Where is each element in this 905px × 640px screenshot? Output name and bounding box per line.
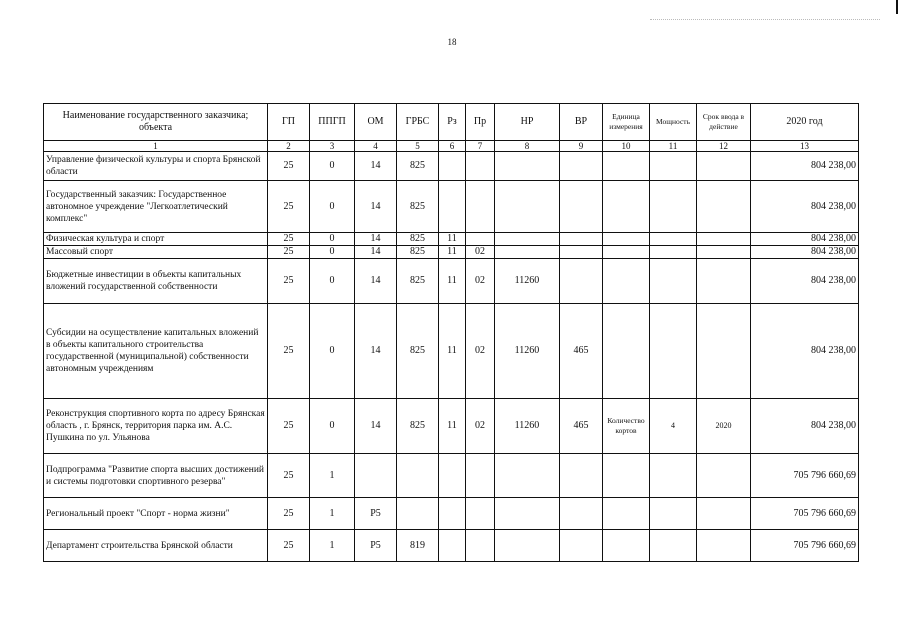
table-row <box>44 233 859 246</box>
table-row <box>44 399 859 454</box>
cell-om: P5 <box>355 498 397 530</box>
cell-gp: 25 <box>268 498 310 530</box>
cell-grbs <box>397 498 439 530</box>
cell-term <box>697 454 751 498</box>
cell-unit <box>603 530 650 562</box>
cell-amount-2020: 804 238,00 <box>751 181 859 233</box>
table-row <box>44 152 859 181</box>
cell-np <box>495 246 560 259</box>
cell-term <box>697 530 751 562</box>
cell-np <box>495 498 560 530</box>
row-name: Департамент строительства Брянской области <box>44 530 268 562</box>
cell-unit <box>603 152 650 181</box>
cell-vr <box>560 498 603 530</box>
cell-om <box>355 454 397 498</box>
cell-amount-2020: 804 238,00 <box>751 259 859 304</box>
cell-rz: 11 <box>439 246 466 259</box>
cell-rz <box>439 498 466 530</box>
cell-ppgp: 0 <box>310 152 355 181</box>
cell-capacity: 4 <box>650 399 697 454</box>
cell-pr <box>466 498 495 530</box>
cell-amount-2020: 804 238,00 <box>751 152 859 181</box>
cell-np <box>495 454 560 498</box>
cell-pr: 02 <box>466 304 495 399</box>
cell-pr <box>466 233 495 246</box>
cell-gp: 25 <box>268 399 310 454</box>
cell-term <box>697 259 751 304</box>
page-number: 18 <box>447 37 457 47</box>
cell-np <box>495 233 560 246</box>
header-om: ОМ <box>355 104 397 141</box>
cell-capacity <box>650 498 697 530</box>
cell-amount-2020: 705 796 660,69 <box>751 498 859 530</box>
column-number: 11 <box>650 141 697 152</box>
cell-ppgp: 1 <box>310 530 355 562</box>
table-row <box>44 259 859 304</box>
cell-om: 14 <box>355 233 397 246</box>
cell-vr <box>560 246 603 259</box>
cell-unit <box>603 181 650 233</box>
row-name: Физическая культура и спорт <box>44 233 268 246</box>
column-number-row <box>44 141 859 152</box>
header-vr: ВР <box>560 104 603 141</box>
cell-gp: 25 <box>268 181 310 233</box>
cell-np <box>495 152 560 181</box>
cell-rz: 11 <box>439 304 466 399</box>
cell-capacity <box>650 233 697 246</box>
cell-amount-2020: 705 796 660,69 <box>751 454 859 498</box>
cell-pr: 02 <box>466 399 495 454</box>
cell-om: 14 <box>355 246 397 259</box>
cell-unit <box>603 498 650 530</box>
row-name: Бюджетные инвестиции в объекты капитальных вложений государственной собственности <box>44 259 268 304</box>
header-ppgp: ППГП <box>310 104 355 141</box>
cell-vr <box>560 233 603 246</box>
row-name: Региональный проект "Спорт - норма жизни" <box>44 498 268 530</box>
cell-ppgp: 0 <box>310 399 355 454</box>
cell-om: 14 <box>355 152 397 181</box>
table-row <box>44 181 859 233</box>
cell-capacity <box>650 304 697 399</box>
cell-ppgp: 0 <box>310 233 355 246</box>
cell-rz <box>439 152 466 181</box>
header-unit: Единица измерения <box>603 104 650 141</box>
header-pr: Пр <box>466 104 495 141</box>
cell-rz: 11 <box>439 399 466 454</box>
cell-unit <box>603 454 650 498</box>
cell-ppgp: 0 <box>310 304 355 399</box>
scan-artifact-dots <box>650 19 880 21</box>
cell-rz: 11 <box>439 259 466 304</box>
cell-om: 14 <box>355 259 397 304</box>
budget-table <box>43 103 859 562</box>
table-row <box>44 246 859 259</box>
cell-gp: 25 <box>268 246 310 259</box>
cell-term <box>697 246 751 259</box>
cell-capacity <box>650 259 697 304</box>
header-grbs: ГРБС <box>397 104 439 141</box>
cell-term <box>697 152 751 181</box>
cell-om: P5 <box>355 530 397 562</box>
cell-amount-2020: 705 796 660,69 <box>751 530 859 562</box>
cell-rz <box>439 181 466 233</box>
cell-grbs: 819 <box>397 530 439 562</box>
cell-vr <box>560 181 603 233</box>
header-gp: ГП <box>268 104 310 141</box>
cell-rz <box>439 454 466 498</box>
row-name: Субсидии на осуществление капитальных вложений в объекты капитального строительства государственной (муниципальной) собственности автономным учреждениям <box>44 304 268 399</box>
cell-grbs <box>397 454 439 498</box>
cell-vr: 465 <box>560 399 603 454</box>
cell-rz <box>439 530 466 562</box>
cell-capacity <box>650 454 697 498</box>
header-np: НР <box>495 104 560 141</box>
cell-np <box>495 530 560 562</box>
table-row <box>44 530 859 562</box>
row-name: Управление физической культуры и спорта Брянской области <box>44 152 268 181</box>
cell-gp: 25 <box>268 259 310 304</box>
cell-unit <box>603 246 650 259</box>
cell-pr: 02 <box>466 246 495 259</box>
cell-vr <box>560 530 603 562</box>
cell-ppgp: 1 <box>310 498 355 530</box>
column-number: 1 <box>44 141 268 152</box>
cell-pr: 02 <box>466 259 495 304</box>
column-number: 6 <box>439 141 466 152</box>
cell-pr <box>466 181 495 233</box>
header-capacity: Мощность <box>650 104 697 141</box>
cell-capacity <box>650 530 697 562</box>
header-term: Срок ввода в действие <box>697 104 751 141</box>
cell-grbs: 825 <box>397 259 439 304</box>
cell-unit <box>603 259 650 304</box>
cell-vr: 465 <box>560 304 603 399</box>
cell-np: 11260 <box>495 304 560 399</box>
header-name: Наименование государственного заказчика; объекта <box>44 104 268 141</box>
column-number: 5 <box>397 141 439 152</box>
cell-np <box>495 181 560 233</box>
column-number: 10 <box>603 141 650 152</box>
cell-pr <box>466 152 495 181</box>
column-number: 8 <box>495 141 560 152</box>
row-name: Реконструкция спортивного корта по адресу Брянская область , г. Брянск, территория парка им. А.С. Пушкина по ул. Ульянова <box>44 399 268 454</box>
cell-grbs: 825 <box>397 152 439 181</box>
cell-om: 14 <box>355 304 397 399</box>
cell-rz: 11 <box>439 233 466 246</box>
cell-capacity <box>650 152 697 181</box>
cell-unit: Количество кортов <box>603 399 650 454</box>
cell-amount-2020: 804 238,00 <box>751 399 859 454</box>
cell-grbs: 825 <box>397 233 439 246</box>
cell-gp: 25 <box>268 530 310 562</box>
cell-np: 11260 <box>495 399 560 454</box>
row-name: Подпрограмма "Развитие спорта высших достижений и системы подготовки спортивного резерва" <box>44 454 268 498</box>
cell-grbs: 825 <box>397 246 439 259</box>
cell-capacity <box>650 246 697 259</box>
cell-gp: 25 <box>268 304 310 399</box>
cell-term: 2020 <box>697 399 751 454</box>
column-number: 2 <box>268 141 310 152</box>
cell-grbs: 825 <box>397 304 439 399</box>
table-row <box>44 304 859 399</box>
cell-term <box>697 181 751 233</box>
cell-unit <box>603 233 650 246</box>
column-number: 3 <box>310 141 355 152</box>
cell-np: 11260 <box>495 259 560 304</box>
cell-term <box>697 498 751 530</box>
row-name: Массовый спорт <box>44 246 268 259</box>
cell-pr <box>466 530 495 562</box>
cell-vr <box>560 152 603 181</box>
cell-unit <box>603 304 650 399</box>
cell-ppgp: 0 <box>310 246 355 259</box>
cell-grbs: 825 <box>397 399 439 454</box>
cell-amount-2020: 804 238,00 <box>751 246 859 259</box>
cell-gp: 25 <box>268 454 310 498</box>
cell-vr <box>560 259 603 304</box>
table-row <box>44 498 859 530</box>
column-number: 7 <box>466 141 495 152</box>
scan-corner-mark <box>896 0 898 14</box>
cell-ppgp: 0 <box>310 181 355 233</box>
cell-grbs: 825 <box>397 181 439 233</box>
cell-term <box>697 304 751 399</box>
header-rz: Рз <box>439 104 466 141</box>
header-year-2020: 2020 год <box>751 104 859 141</box>
column-number: 13 <box>751 141 859 152</box>
cell-amount-2020: 804 238,00 <box>751 233 859 246</box>
cell-vr <box>560 454 603 498</box>
cell-pr <box>466 454 495 498</box>
cell-capacity <box>650 181 697 233</box>
cell-ppgp: 0 <box>310 259 355 304</box>
cell-om: 14 <box>355 181 397 233</box>
table-header-row <box>44 104 859 141</box>
column-number: 9 <box>560 141 603 152</box>
cell-ppgp: 1 <box>310 454 355 498</box>
column-number: 12 <box>697 141 751 152</box>
table-row <box>44 454 859 498</box>
cell-gp: 25 <box>268 233 310 246</box>
cell-term <box>697 233 751 246</box>
cell-gp: 25 <box>268 152 310 181</box>
row-name: Государственный заказчик: Государственное автономное учреждение "Легкоатлетический комплекс" <box>44 181 268 233</box>
cell-amount-2020: 804 238,00 <box>751 304 859 399</box>
cell-om: 14 <box>355 399 397 454</box>
column-number: 4 <box>355 141 397 152</box>
